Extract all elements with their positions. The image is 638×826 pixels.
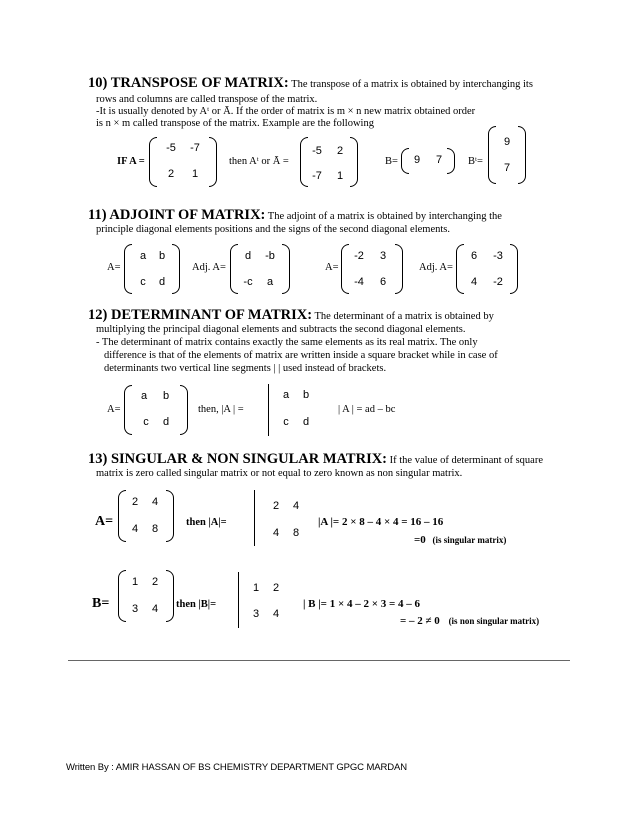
matrix-cell: -b (265, 250, 275, 262)
det-a-eq-label: A= (107, 404, 121, 415)
matrix-cell: 8 (292, 527, 300, 539)
footer-credit: Written By : AMIR HASSAN OF BS CHEMISTRY DEPARTMENT GPGC MARDAN (66, 762, 408, 773)
matrix-cell: 3 (252, 608, 260, 620)
matrix-cell: 4 (272, 527, 280, 539)
matrix-cell: c (283, 416, 289, 428)
matrix-numeric (341, 244, 403, 294)
det-a-calculation: |A |= 2 × 8 – 4 × 4 = 16 – 16 (318, 516, 444, 528)
nonsingular-b-eq-label: B= (92, 596, 110, 611)
b-label: B= (385, 156, 398, 167)
matrix-cell: -7 (190, 142, 200, 154)
section-11-line-2: principle diagonal elements positions and the signs of the second diagonal elements. (96, 224, 451, 235)
matrix-cell: 6 (470, 250, 478, 262)
determinant-abcd (268, 384, 322, 436)
section-12-desc: The determinant of a matrix is obtained by (312, 311, 494, 322)
matrix-cell: c (140, 276, 146, 288)
matrix-cell: 3 (379, 250, 387, 262)
section-13-line-2: matrix is zero called singular matrix or not equal to zero known as non singular matrix. (96, 468, 463, 479)
matrix-cell: 2 (167, 168, 175, 180)
matrix-cell: 6 (379, 276, 387, 288)
section-12-heading (88, 307, 494, 324)
det-a-result (414, 534, 506, 546)
matrix-cell: 2 (336, 145, 344, 157)
section-10-line-3: -It is usually denoted by Aᵗ or Ā. If the order of matrix is m × n new matrix obtained order (96, 106, 476, 117)
matrix-cell: -5 (312, 145, 322, 157)
matrix-cell: -4 (354, 276, 364, 288)
matrix-cell: a (282, 389, 290, 401)
matrix-a (149, 137, 217, 187)
section-12-line-2: multiplying the principal diagonal elements and subtracts the second diagonal elements. (96, 324, 466, 335)
section-13-title: 13) SINGULAR & NON SINGULAR MATRIX: (88, 451, 388, 467)
matrix-cell: 1 (191, 168, 199, 180)
matrix-cell: d (244, 250, 252, 262)
matrix-b (401, 148, 455, 174)
nonsingular-note: (is non singular matrix) (448, 616, 540, 626)
det-a-zero: =0 (414, 534, 426, 546)
determinant-singular-a (254, 490, 308, 546)
adj-a2-label: Adj. A= (419, 262, 453, 273)
det-b-value: = – 2 ≠ 0 (400, 615, 440, 627)
det-b-result (400, 615, 539, 627)
matrix-cell: a (266, 276, 274, 288)
adj-a2-eq-label: A= (325, 262, 339, 273)
singular-a-eq-label: A= (95, 514, 114, 529)
matrix-cell: 2 (272, 500, 280, 512)
matrix-cell: b (302, 389, 310, 401)
matrix-cell: 2 (131, 496, 139, 508)
matrix-cell: -5 (166, 142, 176, 154)
matrix-cell: 7 (503, 162, 511, 174)
section-10-heading (88, 75, 533, 92)
section-11-heading (88, 207, 502, 224)
section-10-title: 10) TRANSPOSE OF MATRIX: (88, 75, 289, 91)
matrix-cell: c (143, 416, 149, 428)
matrix-abcd (124, 244, 180, 294)
then-det-a-label: then |A|= (186, 517, 227, 528)
section-11-title: 11) ADJOINT OF MATRIX: (88, 207, 266, 223)
matrix-cell: 4 (292, 500, 300, 512)
matrix-cell: d (158, 276, 166, 288)
matrix-cell: 4 (131, 523, 139, 535)
matrix-cell: 4 (272, 608, 280, 620)
then-det-b-label: then |B|= (176, 599, 217, 610)
then-at-label: then Aᵗ or Ā = (229, 156, 289, 167)
matrix-cell: 2 (272, 582, 280, 594)
section-13-desc: If the value of determinant of square (387, 455, 543, 466)
matrix-cell: 8 (151, 523, 159, 535)
matrix-cell: -c (243, 276, 253, 288)
matrix-cell: -3 (493, 250, 503, 262)
singular-note: (is singular matrix) (432, 535, 507, 545)
section-12-line-5: determinants two vertical line segments | | used instead of brackets. (104, 363, 387, 374)
det-result: | A | = ad – bc (338, 404, 396, 415)
matrix-a-transpose (300, 137, 358, 187)
matrix-cell: 7 (435, 154, 443, 166)
section-12-line-3: - The determinant of matrix contains exactly the same elements as its real matrix. The only (96, 337, 478, 348)
matrix-cell: 1 (336, 170, 344, 182)
matrix-cell: a (139, 250, 147, 262)
if-a-label: IF A = (117, 156, 145, 167)
matrix-cell: b (158, 250, 166, 262)
matrix-abcd-det-example (124, 385, 188, 435)
matrix-cell: 4 (151, 603, 159, 615)
matrix-cell: a (140, 390, 148, 402)
matrix-cell: 2 (151, 576, 159, 588)
matrix-cell: 4 (151, 496, 159, 508)
section-13-heading (88, 451, 543, 468)
matrix-adj-abcd (230, 244, 290, 294)
matrix-cell: -2 (354, 250, 364, 262)
bt-label: Bᵗ= (468, 156, 483, 167)
section-11-desc: The adjoint of a matrix is obtained by interchanging the (265, 211, 502, 222)
horizontal-divider (68, 660, 570, 661)
determinant-nonsingular-b (238, 572, 292, 628)
matrix-cell: d (302, 416, 310, 428)
adj-a-label: Adj. A= (192, 262, 226, 273)
matrix-b-transpose (488, 126, 526, 184)
matrix-cell: b (162, 390, 170, 402)
matrix-cell: 9 (413, 154, 421, 166)
matrix-singular-a (118, 490, 174, 542)
det-b-calculation: | B |= 1 × 4 – 2 × 3 = 4 – 6 (303, 598, 421, 610)
matrix-cell: 1 (252, 582, 260, 594)
section-10-line-4: is n × m called transpose of the matrix. Example are the following (96, 118, 374, 129)
matrix-cell: d (162, 416, 170, 428)
matrix-cell: -2 (493, 276, 503, 288)
matrix-cell: 9 (503, 136, 511, 148)
section-10-line-2: rows and columns are called transpose of the matrix. (96, 94, 318, 105)
section-12-line-4: difference is that of the elements of matrix are written inside a square bracket while in case of (104, 350, 498, 361)
then-det-label: then, |A | = (198, 404, 244, 415)
matrix-adj-numeric (456, 244, 518, 294)
adj-a-eq-label: A= (107, 262, 121, 273)
matrix-cell: 3 (131, 603, 139, 615)
section-12-title: 12) DETERMINANT OF MATRIX: (88, 307, 313, 323)
matrix-cell: 4 (470, 276, 478, 288)
section-10-desc: The transpose of a matrix is obtained by interchanging its (288, 79, 533, 90)
matrix-cell: 1 (131, 576, 139, 588)
matrix-cell: -7 (312, 170, 322, 182)
matrix-nonsingular-b (118, 570, 174, 622)
